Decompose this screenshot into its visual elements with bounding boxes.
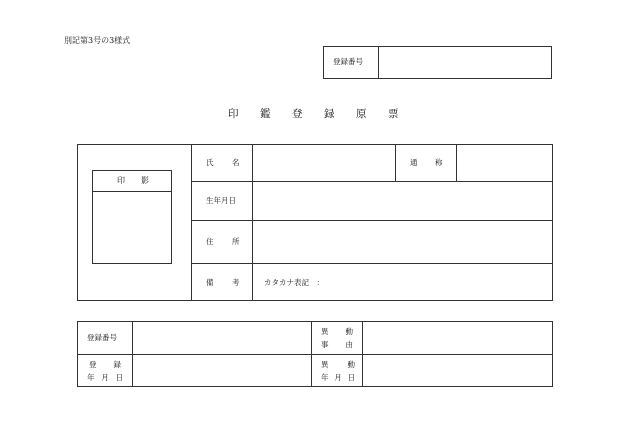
name-label-1: 氏 bbox=[206, 158, 214, 167]
seal-label-1: 印 bbox=[117, 176, 125, 185]
change-date-label: 異 動 年 月 日 bbox=[321, 360, 355, 382]
seal-impression-box[interactable] bbox=[92, 170, 172, 264]
change-reason-label: 異 動 事 由 bbox=[321, 327, 353, 349]
address-label-1: 住 bbox=[206, 237, 214, 246]
birth-date-label: 生年月日 bbox=[206, 196, 236, 205]
seal-label-2: 影 bbox=[141, 176, 149, 185]
registration-number-label: 登録番号 bbox=[333, 57, 363, 66]
form-number-label: 別記第3号の3様式 bbox=[64, 36, 131, 45]
alias-label-1: 通 bbox=[410, 158, 418, 167]
bottom-registration-number-label: 登録番号 bbox=[87, 333, 117, 342]
remarks-label-2: 考 bbox=[232, 278, 240, 287]
address-label-2: 所 bbox=[232, 237, 240, 246]
name-label-2: 名 bbox=[232, 158, 240, 167]
registration-date-label: 登 録 年 月 日 bbox=[87, 360, 123, 382]
katakana-notation-field[interactable]: カタカナ表記 ： bbox=[264, 278, 324, 287]
remarks-label-1: 備 bbox=[206, 278, 214, 287]
alias-label-2: 称 bbox=[435, 158, 443, 167]
